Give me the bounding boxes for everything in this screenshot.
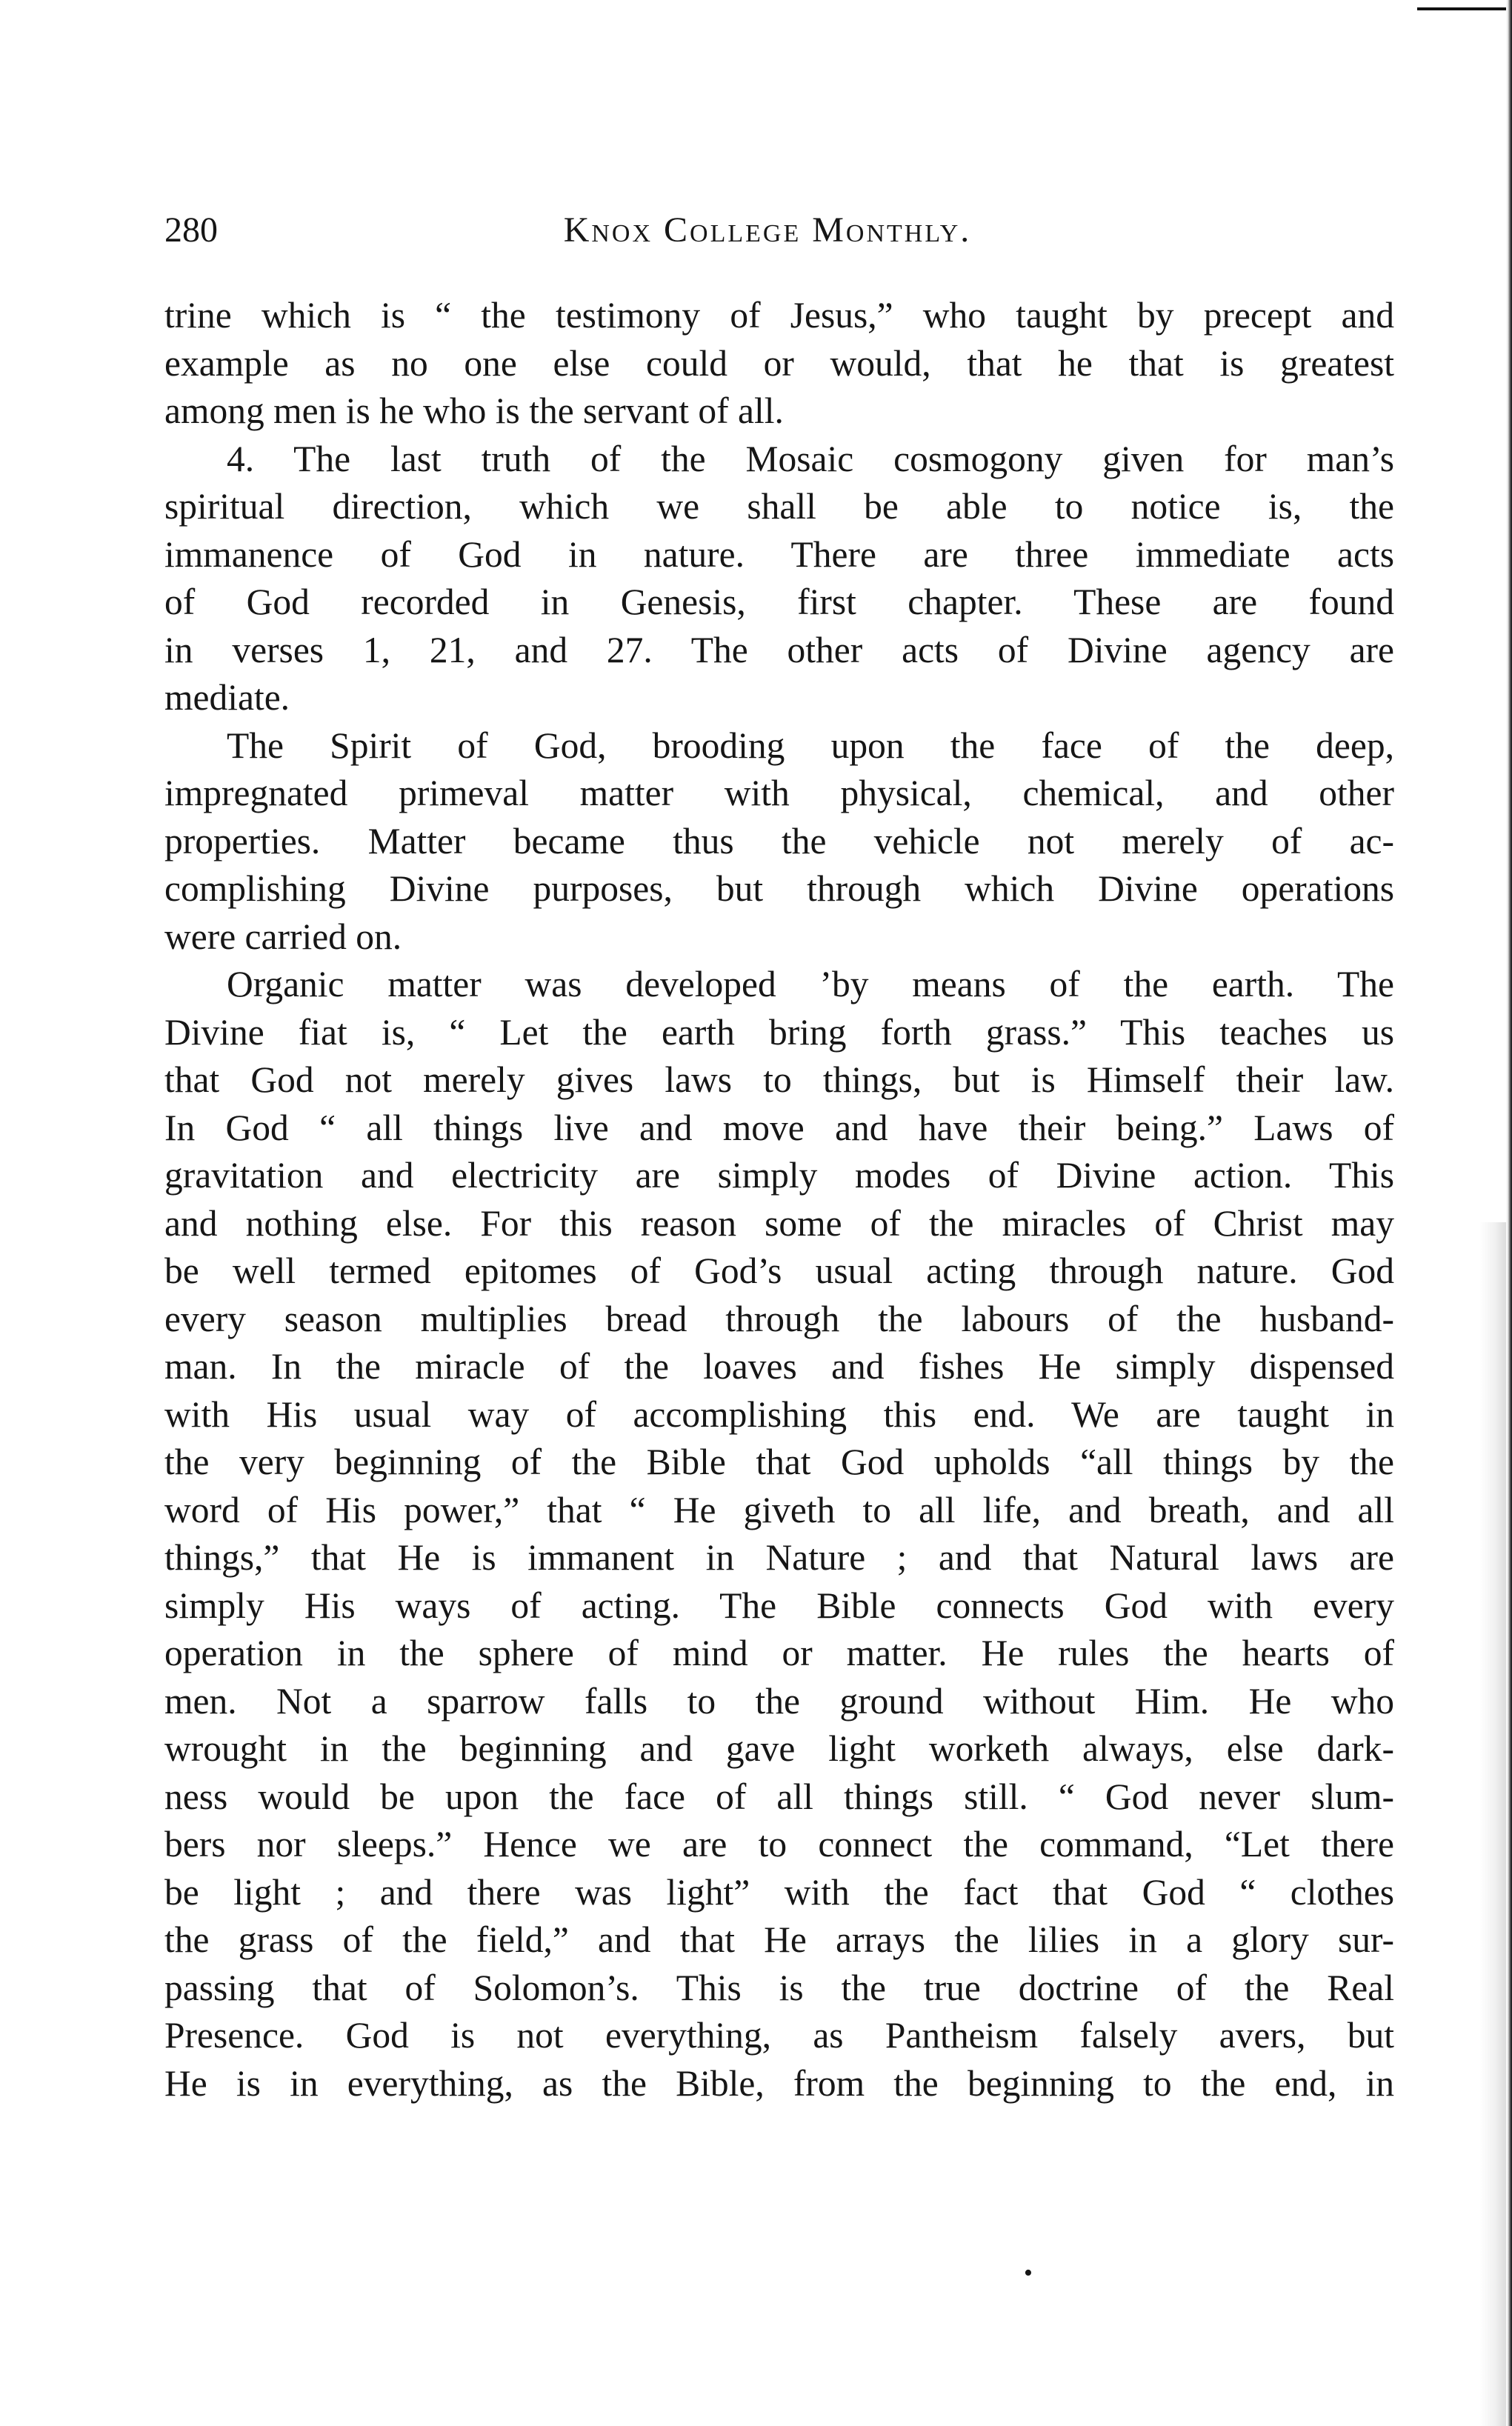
text-line: 4. The last truth of the Mosaic cosmogony given for man’s [227, 438, 1394, 479]
text-line: in verses 1, 21, and 27. The other acts of Divine agency are [164, 629, 1394, 670]
text-line: mediate. [164, 677, 290, 718]
text-line: example as no one else could or would, that he that is greatest [164, 342, 1394, 384]
text-line: were carried on. [164, 916, 402, 957]
text-line: that God not merely gives laws to things, but is Himself their law. [164, 1059, 1394, 1100]
footer-mark: • [1024, 2259, 1033, 2287]
text-line: ness would be upon the face of all things still. “ God never slum- [164, 1776, 1394, 1817]
text-line: man. In the miracle of the loaves and fishes He simply dispensed [164, 1346, 1394, 1387]
text-line: bers nor sleeps.” Hence we are to connect the command, “Let there [164, 1824, 1394, 1865]
text-line: passing that of Solomon’s. This is the true doctrine of the Real [164, 1967, 1394, 2008]
text-line: and nothing else. For this reason some of the miracles of Christ may [164, 1202, 1394, 1244]
text-line: word of His power,” that “ He giveth to all life, and breath, and all [164, 1489, 1394, 1530]
text-line: the grass of the field,” and that He arrays the lilies in a glory sur- [164, 1919, 1394, 1960]
body-text [164, 292, 1394, 2107]
text-line: things,” that He is immanent in Nature ; and that Natural laws are [164, 1537, 1394, 1578]
text-line: immanence of God in nature. There are three immediate acts [164, 533, 1394, 575]
page-header [164, 210, 1363, 261]
page-number: 280 [164, 210, 218, 250]
text-line: wrought in the beginning and gave light worketh always, else dark- [164, 1728, 1394, 1769]
text-line: with His usual way of accomplishing this end. We are taught in [164, 1393, 1394, 1435]
text-line: of God recorded in Genesis, first chapter. These are found [164, 581, 1394, 622]
text-line: Organic matter was developed ’by means of the earth. The [227, 964, 1394, 1004]
text-line: Divine fiat is, “ Let the earth bring forth grass.” This teaches us [164, 1011, 1394, 1053]
text-line: every season multiplies bread through the labours of the husband- [164, 1298, 1394, 1339]
text-line: be light ; and there was light” with the fact that God “ clothes [164, 1871, 1394, 1913]
text-line: simply His ways of acting. The Bible connects God with every [164, 1584, 1394, 1626]
text-line: men. Not a sparrow falls to the ground without Him. He who [164, 1680, 1394, 1722]
text-line: The Spirit of God, brooding upon the face of the deep, [227, 724, 1394, 766]
text-line: complishing Divine purposes, but through which Divine operations [164, 868, 1394, 909]
top-edge-rule [1417, 7, 1512, 10]
text-line: Presence. God is not everything, as Pantheism falsely avers, but [164, 2015, 1394, 2056]
text-line: gravitation and electricity are simply modes of Divine action. This [164, 1155, 1394, 1196]
text-line: impregnated primeval matter with physical, chemical, and other [164, 773, 1394, 813]
text-line: trine which is “ the testimony of Jesus,” who taught by precept and [164, 295, 1394, 336]
text-line: be well termed epitomes of God’s usual acting through nature. God [164, 1250, 1394, 1291]
page-edge-shadow-lower [1479, 1222, 1506, 2426]
page-edge-shadow [1506, 0, 1512, 2426]
text-line: properties. Matter became thus the vehicle not merely of ac- [164, 820, 1394, 862]
text-line: In God “ all things live and move and have their being.” Laws of [164, 1107, 1394, 1148]
text-line: He is in everything, as the Bible, from the beginning to the end, in [164, 2062, 1394, 2104]
text-line: the very beginning of the Bible that God upholds “all things by the [164, 1442, 1394, 1482]
text-line: operation in the sphere of mind or matter. He rules the hearts of [164, 1633, 1394, 1673]
text-line: spiritual direction, which we shall be able to notice is, the [164, 486, 1394, 527]
text-line: among men is he who is the servant of all. [164, 390, 784, 431]
running-head: Knox College Monthly. [563, 210, 972, 250]
